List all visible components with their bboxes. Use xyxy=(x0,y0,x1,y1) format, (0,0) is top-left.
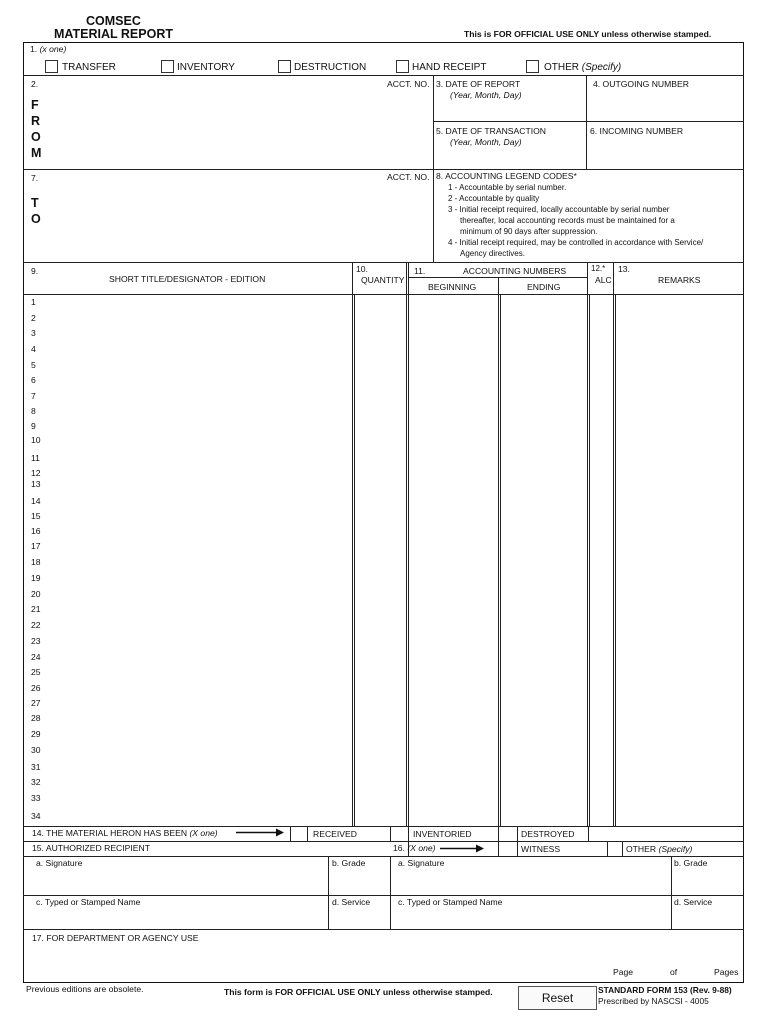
form-title-line2: MATERIAL REPORT xyxy=(54,27,173,41)
standard-form-id: STANDARD FORM 153 (Rev. 9-88) xyxy=(598,985,732,995)
to-letter-o: O xyxy=(31,212,41,226)
table-row: 7 xyxy=(31,391,36,401)
reset-button[interactable]: Reset xyxy=(518,986,597,1010)
table-row: 12 xyxy=(31,468,41,478)
recipient-grade-field[interactable] xyxy=(330,870,388,893)
other-checkbox[interactable] xyxy=(526,60,539,73)
legend-line-2: 2 - Accountable by quality xyxy=(448,194,540,203)
witness-grade-label: b. Grade xyxy=(674,858,708,868)
table-row: 21 xyxy=(31,604,41,614)
outgoing-number-field[interactable] xyxy=(590,92,742,119)
item16-label: 16. (X one) xyxy=(393,843,436,853)
arrow-right-icon xyxy=(440,844,484,853)
prescribed-by: Prescribed by NASCSI - 4005 xyxy=(598,996,709,1006)
form-title-line1: COMSEC xyxy=(86,14,141,28)
transfer-label: TRANSFER xyxy=(62,62,116,73)
witness-service-field[interactable] xyxy=(673,909,742,928)
table-row: 5 xyxy=(31,360,36,370)
transfer-checkbox[interactable] xyxy=(45,60,58,73)
page-number-field[interactable] xyxy=(636,965,666,978)
recipient-name-label: c. Typed or Stamped Name xyxy=(36,897,141,907)
hand-receipt-label: HAND RECEIPT xyxy=(412,62,487,73)
from-address-field[interactable] xyxy=(45,90,425,166)
item7-label: 7. xyxy=(31,173,39,183)
legend-line-5: minimum of 90 days after suppression. xyxy=(460,227,598,236)
recipient-service-label: d. Service xyxy=(332,897,371,907)
item14-label: 14. THE MATERIAL HERON HAS BEEN (X one) xyxy=(32,828,218,838)
item1-label: 1. (x one) xyxy=(30,44,67,54)
other-label: OTHER (Specify) xyxy=(544,62,622,73)
witness-checkbox[interactable] xyxy=(499,842,516,856)
table-row: 16 xyxy=(31,526,41,536)
official-use-notice-top: This is FOR OFFICIAL USE ONLY unless otherwise stamped. xyxy=(464,29,712,39)
legend-line-1: 1 - Accountable by serial number. xyxy=(448,183,567,192)
table-row: 14 xyxy=(31,496,41,506)
received-checkbox[interactable] xyxy=(291,827,306,840)
destroyed-label: DESTROYED xyxy=(521,829,575,839)
official-use-notice-bottom: This form is FOR OFFICIAL USE ONLY unless otherwise stamped. xyxy=(224,987,493,997)
table-row: 17 xyxy=(31,541,41,551)
to-letter-t: T xyxy=(31,196,39,210)
legend-title: 8. ACCOUNTING LEGEND CODES* xyxy=(436,171,577,181)
table-row: 4 xyxy=(31,344,36,354)
item17-label: 17. FOR DEPARTMENT OR AGENCY USE xyxy=(32,933,199,943)
table-row: 23 xyxy=(31,636,41,646)
to-address-field[interactable] xyxy=(45,184,425,258)
col9-header: SHORT TITLE/DESIGNATOR - EDITION xyxy=(109,274,266,284)
table-row: 6 xyxy=(31,375,36,385)
date-of-report-hint: (Year, Month, Day) xyxy=(450,90,522,100)
from-letter-f: F xyxy=(31,98,39,112)
obsolete-notice: Previous editions are obsolete. xyxy=(26,984,144,994)
table-row: 30 xyxy=(31,745,41,755)
table-row: 24 xyxy=(31,652,41,662)
recipient-grade-label: b. Grade xyxy=(332,858,366,868)
date-of-transaction-field[interactable] xyxy=(436,149,584,167)
date-of-transaction-label: 5. DATE OF TRANSACTION xyxy=(436,126,546,136)
table-row: 8 xyxy=(31,406,36,416)
inventory-checkbox[interactable] xyxy=(161,60,174,73)
recipient-signature-field[interactable] xyxy=(26,870,326,893)
date-of-transaction-hint: (Year, Month, Day) xyxy=(450,137,522,147)
table-row: 11 xyxy=(31,453,40,463)
other-recipient-checkbox[interactable] xyxy=(608,842,621,856)
col9-number: 9. xyxy=(31,266,39,276)
table-row: 27 xyxy=(31,698,41,708)
from-acct-no-label: ACCT. NO. xyxy=(387,79,430,89)
item2-label: 2. xyxy=(31,79,39,89)
item16-other-label: OTHER (Specify) xyxy=(626,844,693,854)
table-row: 22 xyxy=(31,620,41,630)
col11-beginning-header: BEGINNING xyxy=(428,282,477,292)
table-row: 18 xyxy=(31,557,41,567)
witness-label: WITNESS xyxy=(521,844,561,854)
table-row: 29 xyxy=(31,729,41,739)
page-label: Page xyxy=(613,967,634,977)
table-row: 32 xyxy=(31,777,41,787)
col10-number: 10. xyxy=(356,264,368,274)
recipient-signature-label: a. Signature xyxy=(36,858,83,868)
table-row: 15 xyxy=(31,511,41,521)
table-row: 19 xyxy=(31,573,41,583)
legend-line-4: thereafter, local accounting records must be maintained for a xyxy=(460,216,675,225)
destruction-checkbox[interactable] xyxy=(278,60,291,73)
table-row: 3 xyxy=(31,328,36,338)
witness-name-field[interactable] xyxy=(392,909,669,928)
witness-signature-label: a. Signature xyxy=(398,858,445,868)
table-row: 26 xyxy=(31,683,41,693)
col11-number: 11. xyxy=(414,266,426,276)
recipient-name-field[interactable] xyxy=(26,909,326,928)
table-row: 13 xyxy=(31,479,41,489)
table-row: 28 xyxy=(31,713,41,723)
incoming-number-field[interactable] xyxy=(590,139,742,167)
col10-header: QUANTITY xyxy=(361,275,405,285)
table-row: 20 xyxy=(31,589,41,599)
item15-label: 15. AUTHORIZED RECIPIENT xyxy=(32,843,150,853)
col13-header: REMARKS xyxy=(658,275,701,285)
inventoried-label: INVENTORIED xyxy=(413,829,472,839)
of-label: of xyxy=(670,967,678,977)
col12-number: 12.* xyxy=(591,264,606,273)
legend-line-7: Agency directives. xyxy=(460,249,525,258)
agency-use-field[interactable] xyxy=(26,945,606,981)
destruction-label: DESTRUCTION xyxy=(294,62,367,73)
witness-signature-field[interactable] xyxy=(392,870,669,893)
table-row: 31 xyxy=(31,762,41,772)
date-of-report-label: 3. DATE OF REPORT xyxy=(436,79,521,89)
witness-grade-field[interactable] xyxy=(673,870,742,893)
arrow-right-icon xyxy=(236,828,284,837)
hand-receipt-checkbox[interactable] xyxy=(396,60,409,73)
col13-number: 13. xyxy=(618,264,630,274)
legend-line-6: 4 - Initial receipt required, may be controlled in accordance with Service/ xyxy=(448,238,704,247)
date-of-report-field[interactable] xyxy=(436,102,584,119)
destroyed-checkbox[interactable] xyxy=(499,827,516,840)
from-letter-r: R xyxy=(31,114,41,128)
table-row: 33 xyxy=(31,793,41,803)
table-row: 34 xyxy=(31,811,41,821)
witness-name-label: c. Typed or Stamped Name xyxy=(398,897,503,907)
table-row: 2 xyxy=(31,313,36,323)
table-row: 25 xyxy=(31,667,41,677)
incoming-number-label: 6. INCOMING NUMBER xyxy=(590,126,684,136)
inventory-label: INVENTORY xyxy=(177,62,235,73)
from-letter-o: O xyxy=(31,130,41,144)
table-row: 9 xyxy=(31,421,36,431)
from-letter-m: M xyxy=(31,146,42,160)
inventoried-checkbox[interactable] xyxy=(391,827,406,840)
outgoing-number-label: 4. OUTGOING NUMBER xyxy=(593,79,689,89)
col12-header: ALC xyxy=(595,275,612,285)
received-label: RECEIVED xyxy=(313,829,357,839)
table-row: 1 xyxy=(31,297,36,307)
legend-line-3: 3 - Initial receipt required, locally accountable by serial number xyxy=(448,205,670,214)
col11-ending-header: ENDING xyxy=(527,282,561,292)
witness-service-label: d. Service xyxy=(674,897,713,907)
to-acct-no-label: ACCT. NO. xyxy=(387,172,430,182)
col11-header: ACCOUNTING NUMBERS xyxy=(463,266,567,276)
recipient-service-field[interactable] xyxy=(330,909,388,928)
table-row: 10 xyxy=(31,435,41,445)
total-pages-field[interactable] xyxy=(682,965,712,978)
pages-label: Pages xyxy=(714,967,739,977)
